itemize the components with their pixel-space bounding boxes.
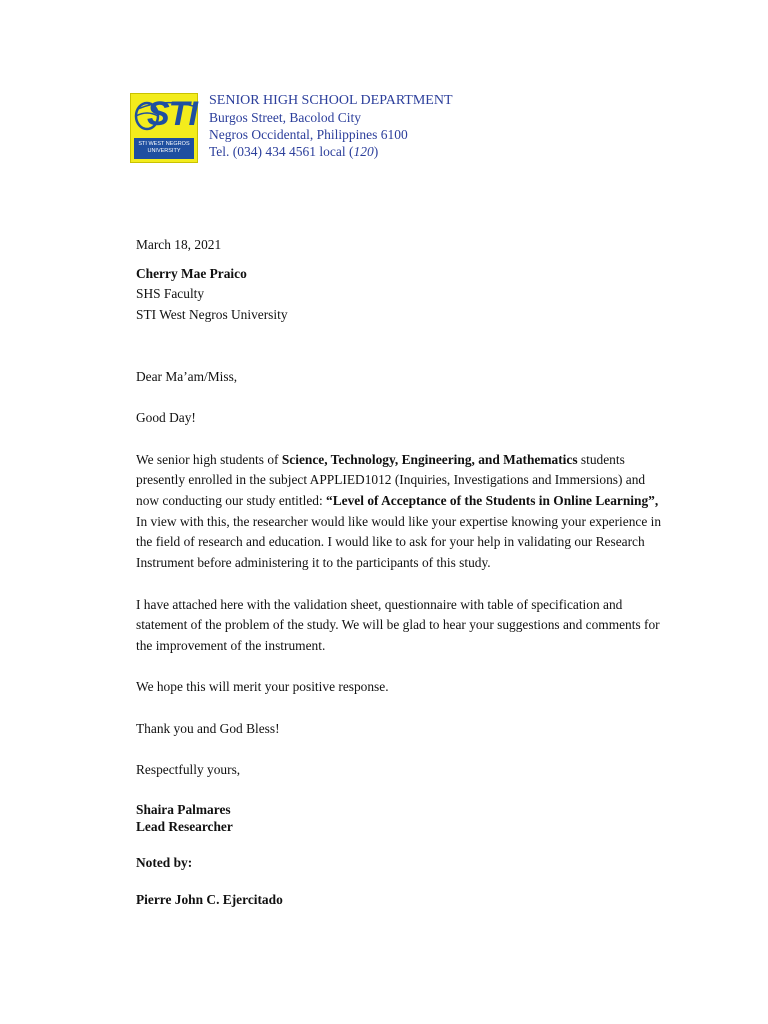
tel-prefix: Tel. (034) 434 4561 local ( <box>209 144 354 159</box>
paragraph-request-part3: In view with this, the researcher would like would like your expertise knowing your experience in the field of research and education. I would like to ask for your help in validating our Research Instrument before administering it to the participants of this study. <box>136 513 662 571</box>
recipient-name-text: Cherry Mae Praico <box>136 265 247 281</box>
noted-by-name-text: Pierre John C. Ejercitado <box>136 892 283 908</box>
paragraph-attachments: I have attached here with the validation sheet, questionnaire with table of specification and statement of the problem of the study. We will be glad to hear your suggestions and comments for the improvement of the instrument. <box>136 596 660 653</box>
strand-name: Science, Technology, Engineering, and Mathematics <box>281 451 578 467</box>
logo-university-band: STI WEST NEGROS UNIVERSITY <box>134 138 194 159</box>
salutation: Dear Ma’am/Miss, <box>136 368 238 384</box>
signatory-name <box>136 801 671 818</box>
paragraph-request-part2: students presently enrolled in the subject APPLIED1012 (Inquiries, Investigations and Immersions) and now conducting our study entitled: <box>136 451 646 508</box>
closing: Respectfully yours, <box>136 762 241 778</box>
letterhead <box>209 92 453 160</box>
letterhead-department: SENIOR HIGH SCHOOL DEPARTMENT <box>209 93 453 108</box>
letterhead-telephone <box>209 143 453 160</box>
letterhead-street: Burgos Street, Bacolod City <box>209 110 361 125</box>
tel-local: 120 <box>353 144 374 159</box>
letterhead-province: Negros Occidental, Philippines 6100 <box>209 127 408 142</box>
tel-suffix: ) <box>373 144 379 159</box>
paragraph-request-part1: We senior high students of <box>136 451 282 467</box>
recipient-position: SHS Faculty <box>136 286 205 302</box>
noted-by-name <box>136 890 671 911</box>
sti-logo <box>130 93 198 163</box>
study-title: “Level of Acceptance of the Students in Online Learning”, <box>326 493 659 508</box>
signatory-role-text: Lead Researcher <box>136 819 233 835</box>
paragraph-request <box>136 450 671 574</box>
noted-by-label-text: Noted by: <box>136 855 193 871</box>
recipient-institution: STI West Negros University <box>136 307 288 323</box>
paragraph-thanks: Thank you and God Bless! <box>136 720 280 736</box>
recipient-name <box>136 264 671 285</box>
noted-by-label <box>136 853 671 874</box>
logo-brand-text: STI <box>147 95 197 133</box>
signatory-role <box>136 818 671 835</box>
letter-body <box>136 235 671 911</box>
paragraph-hope: We hope this will merit your positive response. <box>136 679 389 695</box>
greeting: Good Day! <box>136 410 196 426</box>
letter-date: March 18, 2021 <box>136 237 222 252</box>
signatory-name-text: Shaira Palmares <box>136 802 231 818</box>
